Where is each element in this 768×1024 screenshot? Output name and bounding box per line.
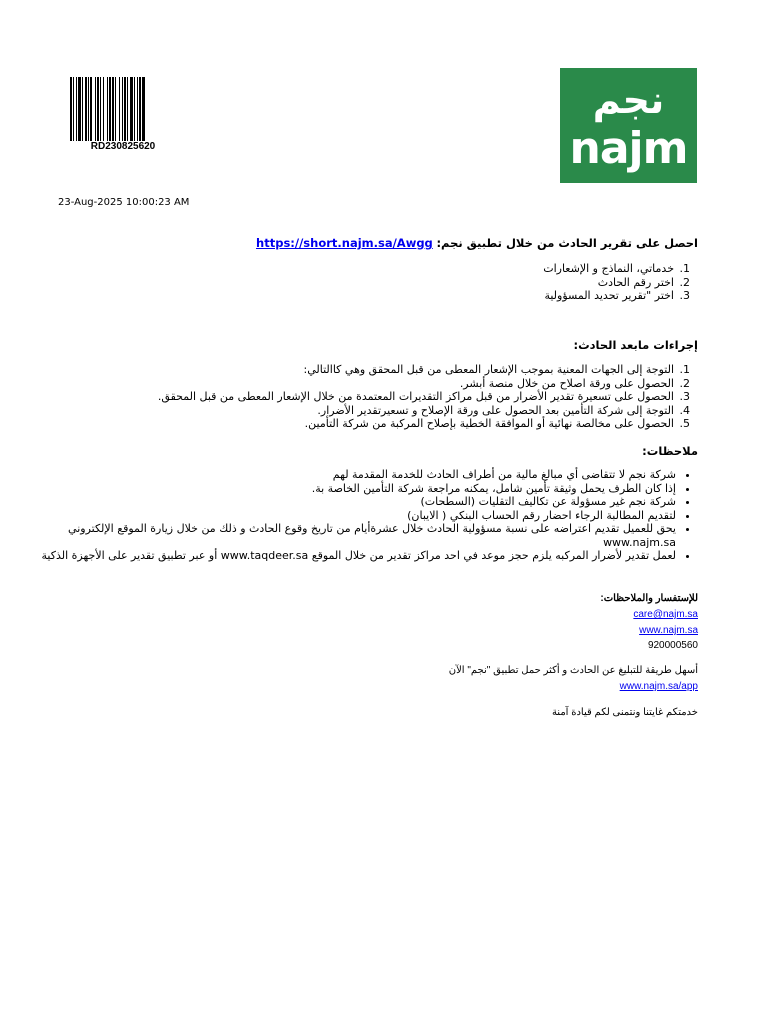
- najm-logo: [560, 68, 697, 183]
- report-timestamp: 23-Aug-2025 10:00:23 AM: [58, 197, 190, 208]
- logo-latin-text: najm: [569, 123, 688, 174]
- contact-phone: 920000560: [647, 640, 698, 651]
- procedures-heading: إجراءات مابعد الحادث:: [573, 338, 698, 352]
- report-steps-list: [256, 262, 698, 303]
- list-item: • شركة نجم لا تتقاضى أي مبالغ مالية من أطراف الحادث للخدمة المقدمة لهم: [36, 468, 676, 482]
- list-item: 4. التوجة إلى شركة التأمين بعد الحصول على ورقة الإصلاح و تسعيرتقدير الأضرار.: [56, 404, 676, 418]
- notes-list: [36, 468, 698, 563]
- barcode-image: [70, 77, 176, 141]
- list-item: 1. التوجة إلى الجهات المعنية بموجب الإشعار المعطى من قبل المحقق وهي كاالتالي:: [56, 363, 676, 377]
- procedures-list: [56, 363, 698, 431]
- contact-email-link[interactable]: care@najm.sa: [633, 609, 698, 620]
- logo-arabic-text: نجم: [592, 78, 665, 122]
- report-section-heading: [218, 236, 698, 250]
- contact-heading: للإستفسار والملاحظات:: [600, 593, 698, 604]
- list-item: 3. اختر "تقرير تحديد المسؤولية: [256, 289, 676, 303]
- list-item: • إذا كان الطرف يحمل وثيقة تأمين شامل، يمكنه مراجعة شركة التأمين الخاصة بة.: [36, 482, 676, 496]
- list-item: • شركة نجم غير مسؤولة عن تكاليف التقليات (السطحات): [36, 495, 676, 509]
- list-item: • لتقديم المطالبة الرجاء احضار رقم الحساب البنكي ( الايبان): [36, 509, 676, 523]
- barcode-number: RD230825620: [90, 141, 156, 152]
- report-heading-text: احصل على تقرير الحادث من خلال تطبيق نجم:: [436, 236, 698, 250]
- app-download-link[interactable]: www.najm.sa/app: [619, 681, 698, 692]
- list-item: • لعمل تقدير لأضرار المركبه يلزم حجز موعد في احد مراكز تقدير من خلال الموقع www.taqdeer.sa أو عبر تطبيق تقدير على الأجهزة الذكية: [36, 549, 676, 563]
- report-app-link[interactable]: https://short.najm.sa/Awgg: [256, 236, 433, 250]
- closing-text: خدمتكم غايتنا ونتمنى لكم قيادة آمنة: [551, 707, 698, 718]
- list-item: • يحق للعميل تقديم اعتراضه على نسبة مسؤولية الحادث خلال عشرةأيام من تاريخ وقوع الحادث و ذلك من خلال زيارة الموقع الإلكتروني www.najm.sa: [36, 522, 676, 549]
- notes-heading: ملاحظات:: [642, 444, 698, 458]
- contact-website-link[interactable]: www.najm.sa: [639, 625, 698, 636]
- list-item: 2. اختر رقم الحادث: [256, 276, 676, 290]
- list-item: 2. الحصول على ورقة اصلاح من خلال منصة أبشر.: [56, 377, 676, 391]
- list-item: 5. الحصول على مخالصة نهائية أو الموافقة الخطية بإصلاح المركبة من شركة التأمين.: [56, 417, 676, 431]
- app-promo-text: أسهل طريقة للتبليغ عن الحادث و أكثر حمل تطبيق "نجم" الآن: [448, 665, 698, 676]
- list-item: 3. الحصول على تسعيرة تقدير الأضرار من قبل مراكز التقديرات المعتمدة من خلال الإشعار المعطى من قبل المحقق.: [56, 390, 676, 404]
- list-item: 1. خدماتي، النماذج و الإشعارات: [256, 262, 676, 276]
